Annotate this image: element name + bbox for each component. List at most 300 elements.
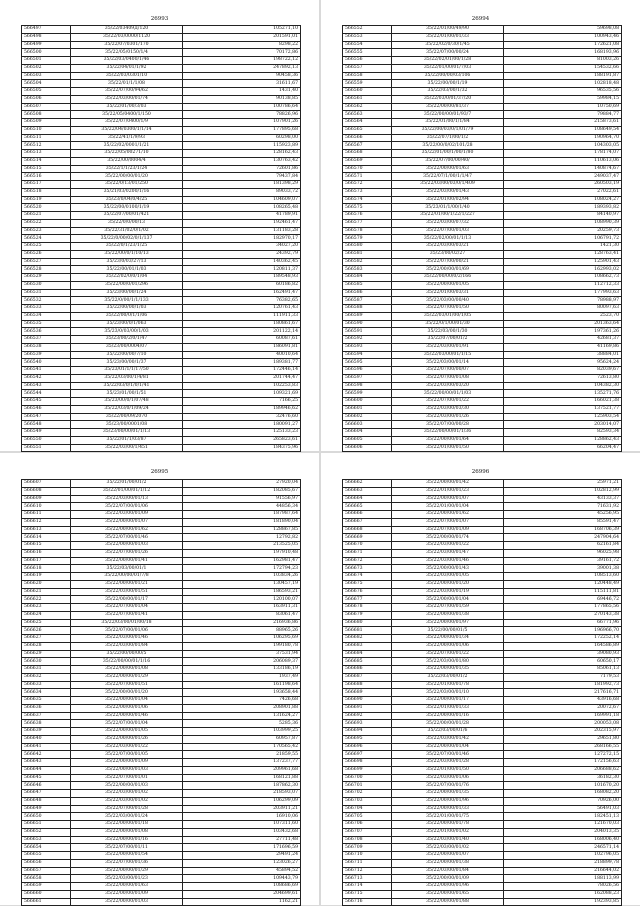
reference-cell: 35/22/03/00/01/1 (71, 565, 183, 573)
amount-cell: 162088,23 (504, 890, 622, 898)
amount-cell: 201744,47 (183, 374, 301, 382)
amount-cell: 41789,91 (183, 212, 301, 220)
reference-cell: 35/22/07/00/01/46 (392, 751, 504, 759)
reference-cell: 35/23/01/1/1/17/50 (71, 367, 183, 375)
row-id-cell: 566631 (22, 666, 71, 674)
table-row (343, 398, 622, 406)
row-id-cell: 566591 (343, 328, 392, 336)
amount-cell: 168082,20 (504, 790, 622, 798)
reference-cell: 35/22/03/00/00/40 (392, 297, 504, 305)
amount-cell: 181890,04 (183, 518, 301, 526)
amount-cell: 120448,49 (504, 580, 622, 588)
amount-cell: 162491,47 (183, 289, 301, 297)
reference-cell: 35/22/1/1/23/1/24 (71, 165, 183, 173)
amount-cell: 120100,07 (183, 596, 301, 604)
amount-cell: 103999,25 (183, 728, 301, 736)
table-row (343, 33, 622, 41)
table-row (22, 759, 301, 767)
reference-cell: 35/22/02/01/00/1/28 (392, 57, 504, 65)
row-id-cell: 566536 (22, 328, 71, 336)
table-row (22, 33, 301, 41)
amount-cell: 60650,17 (504, 658, 622, 666)
reference-cell: 35/22/03/00/03/20 (392, 382, 504, 390)
reference-cell: 35/22/07/00/01/04 (71, 720, 183, 728)
reference-cell: 35/22/03/00/01/14 (392, 359, 504, 367)
reference-cell: 35/22/00/00/01/42 (392, 480, 504, 488)
table-row (343, 413, 622, 421)
table-row (343, 266, 622, 274)
row-id-cell: 566695 (343, 735, 392, 743)
reference-cell: 35/22/00/00/01/46 (71, 712, 183, 720)
amount-cell: 186091,81 (183, 343, 301, 351)
row-id-cell: 566590 (343, 320, 392, 328)
amount-cell: 27022,61 (504, 188, 622, 196)
table-row (343, 557, 622, 565)
amount-cell: 43916,68 (504, 697, 622, 705)
page-number: 26995 (150, 469, 169, 475)
row-id-cell: 566607 (22, 480, 71, 488)
table-row (22, 642, 301, 650)
reference-cell: 35/22/03/00/01/74 (71, 95, 183, 103)
row-id-cell: 566616 (22, 549, 71, 557)
amount-cell: 24392,79 (183, 250, 301, 258)
amount-cell: 188113,99 (504, 875, 622, 883)
reference-cell: 35/22/04/0300/1/1/14 (71, 126, 183, 134)
table-row (22, 650, 301, 658)
row-id-cell: 566682 (343, 635, 392, 643)
row-id-cell: 566525 (22, 243, 71, 251)
row-id-cell: 566675 (343, 580, 392, 588)
row-id-cell: 566600 (343, 398, 392, 406)
reference-cell: 35/22/00/0/1/10/13 (71, 250, 183, 258)
amount-cell: 84140,97 (504, 212, 622, 220)
table-row (343, 227, 622, 235)
amount-cell: 25971,21 (504, 480, 622, 488)
reference-cell: 35/23/00/00/1/37 (71, 359, 183, 367)
amount-cell: 128862,43 (504, 436, 622, 444)
row-id-cell: 566500 (22, 49, 71, 57)
row-id-cell: 566599 (343, 390, 392, 398)
amount-cell: 208901,88 (183, 704, 301, 712)
page-number: 26993 (150, 16, 169, 22)
amount-cell: 44856,34 (183, 503, 301, 511)
reference-cell: 35/22/00/01/1/03 (71, 266, 183, 274)
reference-cell: 35/22/03/00/01/42 (392, 735, 504, 743)
row-id-cell: 566644 (22, 766, 71, 774)
amount-cell: 81003,26 (504, 57, 622, 65)
document-page (0, 453, 319, 905)
amount-cell: 66204,47 (504, 444, 622, 452)
row-id-cell: 566586 (343, 289, 392, 297)
table-row (343, 875, 622, 883)
amount-cell: 76382,65 (183, 297, 301, 305)
amount-cell: 128162,43 (183, 150, 301, 158)
table-row (22, 875, 301, 883)
reference-cell: 35/22/01/00/01/33 (392, 33, 504, 41)
table-row (343, 320, 622, 328)
table-row (343, 103, 622, 111)
amount-cell: 80097,63 (504, 305, 622, 313)
row-id-cell: 566556 (343, 57, 392, 65)
row-id-cell: 566531 (22, 289, 71, 297)
reference-cell: 35/22/00/00/01/96 (392, 883, 504, 891)
table-row (343, 80, 622, 88)
row-id-cell: 566650 (22, 813, 71, 821)
reference-cell: 35/23/00/0004/07 (71, 343, 183, 351)
reference-cell: 35/23/00/0001/08 (71, 421, 183, 429)
amount-cell: 163911,31 (183, 604, 301, 612)
table-row (22, 219, 301, 227)
amount-cell: 187987,64 (183, 511, 301, 519)
row-id-cell: 566585 (343, 281, 392, 289)
reference-cell: 35/22/01/00/49/90 (392, 26, 504, 34)
amount-cell: 69446,72 (504, 596, 622, 604)
amount-cell: 204013,35 (504, 828, 622, 836)
amount-cell: 168706,39 (504, 526, 622, 534)
table-row (343, 41, 622, 49)
table-row (22, 227, 301, 235)
reference-cell: 35/22/03/00/01/47 (392, 549, 504, 557)
reference-cell: 35/22/03/00/1/4/81 (71, 374, 183, 382)
table-row (22, 250, 301, 258)
reference-cell: 35/22/01/00/1/1/84 (392, 119, 504, 127)
amount-cell: 182970,17 (183, 235, 301, 243)
table-row (22, 821, 301, 829)
table-row (343, 258, 622, 266)
reference-cell: 35/22/03/00/07/32 (392, 219, 504, 227)
table-row (343, 250, 622, 258)
amount-cell: 78826,96 (183, 111, 301, 119)
amount-cell: 85591,47 (504, 518, 622, 526)
amount-cell: 111911,33 (183, 312, 301, 320)
table-row (343, 604, 622, 612)
reference-cell: 35/22/07/00/01/26 (71, 549, 183, 557)
row-id-cell: 566663 (343, 487, 392, 495)
amount-cell: 39080,93 (504, 650, 622, 658)
amount-cell: 7166,25 (183, 398, 301, 406)
reference-cell: 35/22/03/0/1/0/1/41 (71, 382, 183, 390)
document-page (321, 453, 640, 905)
amount-cell: 60298,00 (183, 134, 301, 142)
amount-cell: 218593,07 (183, 790, 301, 798)
amount-cell: 177895,68 (183, 126, 301, 134)
reference-cell: 35/22/07/00/01/07 (392, 518, 504, 526)
row-id-cell: 566544 (22, 390, 71, 398)
amount-cell: 45894,52 (183, 867, 301, 875)
row-id-cell: 566565 (343, 126, 392, 134)
reference-cell: 35/22/03/00/01/19 (392, 588, 504, 596)
table-row (343, 542, 622, 550)
amount-cell: 182085,67 (183, 487, 301, 495)
amount-cell: 72601,86 (183, 165, 301, 173)
table-row (343, 836, 622, 844)
row-id-cell: 566615 (22, 542, 71, 550)
amount-cell: 177865,56 (504, 604, 622, 612)
row-id-cell: 566637 (22, 712, 71, 720)
table-row (343, 297, 622, 305)
amount-cell: 78026,56 (504, 883, 622, 891)
table-row (343, 196, 622, 204)
row-id-cell: 566654 (22, 844, 71, 852)
row-id-cell: 566711 (343, 859, 392, 867)
reference-cell: 35/22/00/00/01/16 (392, 712, 504, 720)
amount-cell: 192461,47 (183, 219, 301, 227)
amount-cell: 128867,85 (183, 526, 301, 534)
reference-cell: 35/22/07/00/01/51 (71, 681, 183, 689)
table-row (22, 712, 301, 720)
row-id-cell: 566513 (22, 150, 71, 158)
reference-cell: 35/22/03/00/01/6 (392, 728, 504, 736)
reference-cell: 35/23/00/0/1/07/48 (71, 398, 183, 406)
amount-cell: 36182,30 (504, 774, 622, 782)
amount-cell: 90138,85 (183, 95, 301, 103)
table-row (343, 666, 622, 674)
amount-cell: 140874,67 (504, 165, 622, 173)
amount-cell: 1937,49 (183, 673, 301, 681)
table-row (22, 697, 301, 705)
table-row (22, 343, 301, 351)
row-id-cell: 566524 (22, 235, 71, 243)
amount-cell: 71631,92 (504, 503, 622, 511)
table-row (343, 728, 622, 736)
row-id-cell: 566498 (22, 33, 71, 41)
table-row (22, 790, 301, 798)
reference-cell: 35/22/00/00/01/1/16 (71, 658, 183, 666)
reference-cell: 35/22/00/00/01/93/7 (392, 111, 504, 119)
reference-cell: 35/22/01/00/01/78 (392, 681, 504, 689)
table-row (22, 444, 301, 452)
row-id-cell: 566706 (343, 821, 392, 829)
reference-cell: 35/22/00/00/01/35 (392, 790, 504, 798)
reference-cell: 35/22/07/0400/1/9 (71, 119, 183, 127)
row-id-cell: 566587 (343, 297, 392, 305)
reference-cell: 35/22/00/00/01/38 (392, 611, 504, 619)
row-id-cell: 566564 (343, 119, 392, 127)
row-id-cell: 566680 (343, 619, 392, 627)
amount-cell: 181398,29 (183, 181, 301, 189)
table-row (343, 119, 622, 127)
reference-cell: 35/22/00/00/01/62 (71, 526, 183, 534)
row-id-cell: 566567 (343, 142, 392, 150)
reference-cell: 35/22/00/00/01/09 (71, 759, 183, 767)
table-row (343, 518, 622, 526)
row-id-cell: 566559 (343, 80, 392, 88)
table-row (343, 49, 622, 57)
table-row (22, 782, 301, 790)
table-row (22, 565, 301, 573)
row-id-cell: 566620 (22, 580, 71, 588)
amount-cell: 41169,86 (504, 343, 622, 351)
reference-cell: 35/22/07/00/01/09 (392, 526, 504, 534)
amount-cell: 109321,69 (183, 390, 301, 398)
row-id-cell: 566514 (22, 157, 71, 165)
amount-cell: 103432,68 (183, 828, 301, 836)
reference-cell: 35/22/0/1/23/1/25 (71, 243, 183, 251)
table-row (22, 588, 301, 596)
amount-cell: 34027,20 (183, 243, 301, 251)
row-id-cell: 566709 (343, 844, 392, 852)
ledger-table (342, 25, 622, 452)
row-id-cell: 566546 (22, 405, 71, 413)
row-id-cell: 566629 (22, 650, 71, 658)
row-id-cell: 566641 (22, 743, 71, 751)
row-id-cell: 566671 (343, 549, 392, 557)
row-id-cell: 566632 (22, 673, 71, 681)
amount-cell: 203014,07 (504, 421, 622, 429)
table-row (22, 95, 301, 103)
table-row (343, 343, 622, 351)
row-id-cell: 566685 (343, 658, 392, 666)
table-row (22, 751, 301, 759)
amount-cell: 182451,13 (504, 813, 622, 821)
row-id-cell: 566552 (343, 26, 392, 34)
reference-cell: 35/22/02/0/30/1/45 (392, 41, 504, 49)
amount-cell: 125903,54 (504, 413, 622, 421)
reference-cell: 35/22/00/00/01/34 (392, 635, 504, 643)
reference-cell: 35/22/00/00/01/41 (71, 557, 183, 565)
amount-cell: 112712,33 (504, 281, 622, 289)
table-row (22, 681, 301, 689)
row-id-cell: 566624 (22, 611, 71, 619)
table-row (22, 312, 301, 320)
row-id-cell: 566698 (343, 759, 392, 767)
amount-cell: 202315,97 (504, 728, 622, 736)
table-row (22, 134, 301, 142)
row-id-cell: 566646 (22, 782, 71, 790)
amount-cell: 104609,07 (183, 196, 301, 204)
amount-cell: 100943,46 (504, 33, 622, 41)
row-id-cell: 566598 (343, 382, 392, 390)
reference-cell: 35/22/00/00/01/96 (392, 797, 504, 805)
reference-cell: 35/22/03/00/01/51 (71, 588, 183, 596)
row-id-cell: 566503 (22, 72, 71, 80)
amount-cell: 181992,73 (504, 681, 622, 689)
table-row (343, 844, 622, 852)
amount-cell: 108513,60 (504, 573, 622, 581)
row-id-cell: 566554 (343, 41, 392, 49)
row-id-cell: 566526 (22, 250, 71, 258)
table-row (22, 266, 301, 274)
reference-cell: 35/22/03/00/1/32 (392, 88, 504, 96)
reference-cell: 35/22/0/1/00/01/30 (392, 320, 504, 328)
amount-cell: 193658,44 (183, 689, 301, 697)
table-row (22, 728, 301, 736)
amount-cell: 109443,79 (183, 875, 301, 883)
table-row (22, 336, 301, 344)
amount-cell: 16910,06 (183, 813, 301, 821)
reference-cell: 35/22/03/00/01/46 (71, 635, 183, 643)
table-row (22, 627, 301, 635)
amount-cell: 10750,69 (504, 103, 622, 111)
amount-cell: 197361,26 (504, 328, 622, 336)
table-row (343, 774, 622, 782)
row-id-cell: 566681 (343, 627, 392, 635)
table-row (22, 526, 301, 534)
reference-cell: 35/22/03/00/01/84 (392, 867, 504, 875)
reference-cell: 35/22/03409Д/120 (71, 26, 183, 34)
table-row (343, 134, 622, 142)
row-id-cell: 566507 (22, 103, 71, 111)
table-row (343, 359, 622, 367)
row-id-cell: 566634 (22, 689, 71, 697)
amount-cell: 21859,55 (183, 751, 301, 759)
amount-cell: 79884,77 (504, 111, 622, 119)
table-row (22, 49, 301, 57)
amount-cell: 161198,64 (183, 681, 301, 689)
table-row (22, 619, 301, 627)
reference-cell: 35/22/00/00/01/1/03 (392, 390, 504, 398)
reference-cell: 35/22/01/00/01/50 (392, 444, 504, 452)
row-id-cell: 566696 (343, 743, 392, 751)
row-id-cell: 566572 (343, 181, 392, 189)
table-row (343, 766, 622, 774)
amount-cell: 12792,82 (183, 534, 301, 542)
row-id-cell: 566570 (343, 165, 392, 173)
row-id-cell: 566547 (22, 413, 71, 421)
row-id-cell: 566535 (22, 320, 71, 328)
row-id-cell: 566608 (22, 487, 71, 495)
amount-cell: 168121,88 (183, 774, 301, 782)
row-id-cell: 566713 (343, 875, 392, 883)
table-row (22, 374, 301, 382)
table-row (22, 405, 301, 413)
reference-cell: 35/22/0/0/00/13 (71, 219, 183, 227)
table-row (22, 142, 301, 150)
row-id-cell: 566661 (22, 898, 71, 906)
table-row (343, 274, 622, 282)
table-row (343, 573, 622, 581)
row-id-cell: 566537 (22, 336, 71, 344)
row-id-cell: 566656 (22, 859, 71, 867)
reference-cell: 35/22/03/00/01/1/15 (392, 351, 504, 359)
row-id-cell: 566597 (343, 374, 392, 382)
row-id-cell: 566684 (343, 650, 392, 658)
amount-cell: 60957,87 (183, 735, 301, 743)
table-row (343, 421, 622, 429)
amount-cell: 204699,61 (183, 890, 301, 898)
reference-cell: 35/22/01/00/02/94 (392, 196, 504, 204)
reference-cell: 35/22/00/0/02/101/28 (392, 142, 504, 150)
table-row (343, 165, 622, 173)
reference-cell: 35/22/03/01/00/1/05 (392, 312, 504, 320)
reference-cell: 35/22/00/00/01/04 (392, 596, 504, 604)
amount-cell: 216644,02 (504, 867, 622, 875)
reference-cell: 35/22/01/00/01/75 (392, 813, 504, 821)
row-id-cell: 566510 (22, 126, 71, 134)
reference-cell: 35/22/00/00/01/17 (71, 596, 183, 604)
table-row (343, 751, 622, 759)
amount-cell: 102818,48 (504, 80, 622, 88)
document-page (0, 0, 319, 451)
row-id-cell: 566603 (343, 421, 392, 429)
row-id-cell: 566533 (22, 305, 71, 313)
table-row (22, 196, 301, 204)
row-id-cell: 566655 (22, 852, 71, 860)
row-id-cell: 566568 (343, 150, 392, 158)
row-id-cell: 566520 (22, 204, 71, 212)
table-row (22, 805, 301, 813)
amount-cell: 82039,67 (504, 367, 622, 375)
row-id-cell: 566505 (22, 88, 71, 96)
amount-cell: 39161,72 (504, 557, 622, 565)
row-id-cell: 566657 (22, 867, 71, 875)
table-row (343, 611, 622, 619)
table-row (343, 650, 622, 658)
amount-cell: 108662,73 (504, 274, 622, 282)
amount-cell: 79437,84 (183, 173, 301, 181)
amount-cell: 89033,72 (183, 188, 301, 196)
table-row (22, 413, 301, 421)
